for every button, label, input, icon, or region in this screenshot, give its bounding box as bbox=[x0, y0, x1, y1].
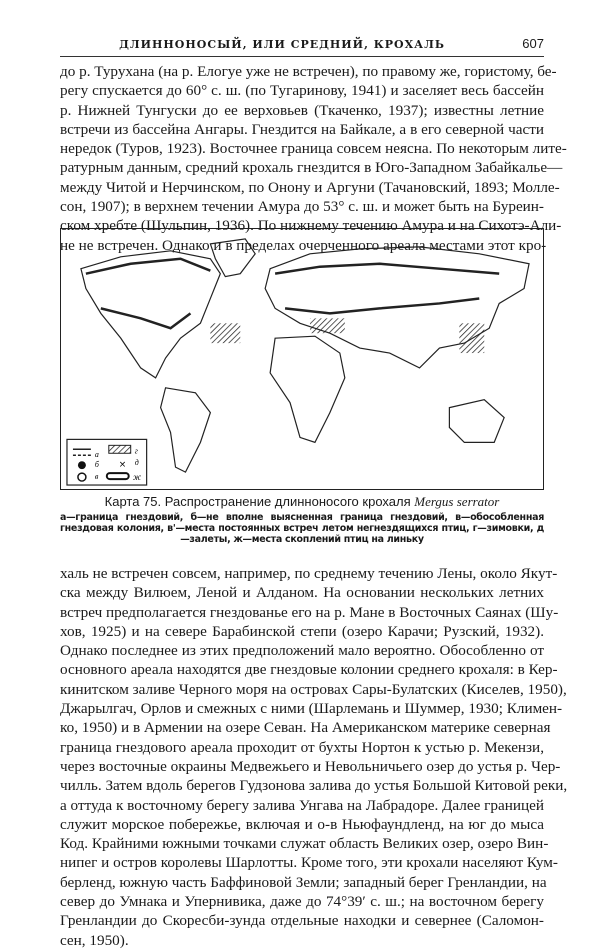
distribution-map bbox=[60, 228, 547, 490]
south-america-outline bbox=[161, 388, 211, 472]
text-line: р. Нижней Тунгуски до ее верховьев (Ткаченко, 1937); известны летние bbox=[60, 101, 544, 119]
text-line: чилль. Затем вдоль берегов Гудзонова залива до устья Большой Китовой реки, bbox=[60, 777, 568, 795]
text-line: до р. Турухана (на р. Елогуе уже не встречен), по правому же, гористому, бе- bbox=[60, 63, 557, 80]
text-line: встречи из бассейна Ангары. Гнездится на Байкале, а в его северной части bbox=[60, 120, 544, 138]
greenland-outline bbox=[210, 239, 255, 277]
running-title: ДЛИННОНОСЫЙ, ИЛИ СРЕДНИЙ, КРОХАЛЬ bbox=[119, 38, 445, 51]
legend-label-d: д bbox=[134, 458, 139, 468]
text-line: основного ареала находятся две гнездовые колонии среднего крохаля: в Кер- bbox=[60, 661, 558, 679]
page-number: 607 bbox=[522, 36, 544, 51]
text-line: ко, 1950) и в Армении на озере Севан. На Американском материке северная bbox=[60, 719, 551, 737]
text-line: кинитском заливе Черного моря на островах Сары-Булатских (Киселев, 1950), bbox=[60, 680, 567, 698]
map-legend bbox=[67, 439, 147, 485]
svg-text:×: × bbox=[118, 460, 127, 471]
text-line: а оттуда к восточному берегу залива Унгава на Лабрадоре. Далее границей bbox=[60, 796, 544, 814]
text-line: ском хребте (Шульпин, 1936). По нижнему течению Амура и на Сихотэ-Али- bbox=[60, 217, 562, 235]
paragraph-2 bbox=[60, 564, 568, 950]
text-line: сен, 1950). bbox=[60, 931, 129, 949]
caption-title: Карта 75. Распространение длинноносого крохаля bbox=[104, 494, 411, 509]
legend-label-b: б bbox=[94, 460, 99, 470]
text-line: берленд, южную часть Баффиновой Земли; западный берег Гренландии, на bbox=[60, 873, 547, 891]
caption-species: Mergus serrator bbox=[414, 494, 500, 509]
text-line: Джарылгач, Орлов и смежных с ними (Шарлемань и Шуммер, 1930; Климен- bbox=[60, 700, 563, 718]
map-caption bbox=[60, 494, 544, 545]
text-line: через восточные окраины Медвежьего и Невольничьего озер до устья р. Чер- bbox=[60, 757, 561, 775]
text-line: ска между Вилюем, Леной и Алданом. На основании нескольких летних bbox=[60, 584, 544, 602]
legend-label-g: г bbox=[134, 446, 138, 456]
text-line: нередок (Туров, 1923). Восточнее граница совсем неясна. По некоторым лите- bbox=[60, 140, 567, 158]
text-line: нипег и остров королевы Шарлотты. Кроме того, эти крохали населяют Кум- bbox=[60, 854, 558, 872]
paragraph-1 bbox=[60, 62, 567, 255]
text-line: Гренландии до Скоресби-зунда отдельные находки и севернее (Саломон- bbox=[60, 912, 544, 930]
text-line: регу спускается до 60° с. ш. (по Тугаринову, 1941) и заселяет весь бассейн bbox=[60, 82, 544, 100]
breeding-boundary-eurasia bbox=[275, 264, 499, 314]
text-line: не не встречен. Однако и в пределах очерченного ареала местами этот кро- bbox=[60, 236, 547, 254]
text-line: Однако последнее из этих предположений мало вероятно. Обособленно от bbox=[60, 642, 544, 660]
text-line: встреч предполагается гнездованье его на р. Мане в Восточных Саянах (Шу- bbox=[60, 603, 559, 621]
text-line: хов, 1925) и на севере Барабинской степи (озеро Карачи; Рузский, 1932). bbox=[60, 622, 544, 640]
wintering-area bbox=[459, 323, 484, 353]
text-line: между Читой и Нерчинском, по Онону и Аргуни (Тачановский, 1893; Моллe- bbox=[60, 178, 560, 196]
text-line: граница гнездового ареала проходит от бухты Нортон к устью р. Мекензи, bbox=[60, 738, 544, 756]
text-line: север до Умнака и Упернивика, даже до 74°39′ с. ш.; на восточном берегу bbox=[60, 893, 544, 911]
australia-outline bbox=[449, 400, 504, 443]
legend-label-v: в bbox=[94, 472, 99, 482]
text-line: сон, 1907); в верхнем течении Амура до 53° с. ш. и может быть на Буреин- bbox=[60, 198, 544, 216]
text-line: служит морское побережье, включая и о-в Ньюфаундленд, на юг до мыса bbox=[60, 815, 544, 833]
world-map-illustration bbox=[60, 229, 547, 489]
caption-legend: а—граница гнездовий, б—не вполне выясненная граница гнездовий, в—обособленная гнездовая колония, в'—места постоянных встреч летом негнездящихся птиц, г—зимовки, д—залеты, ж—места скоплений птиц на линьку bbox=[60, 512, 544, 545]
text-line: халь не встречен совсем, например, по среднему течению Лены, около Якут- bbox=[60, 565, 558, 582]
legend-label-zh: ж bbox=[132, 472, 142, 483]
text-line: ратурным данным, средний крохаль гнездится в Юго-Западном Забайкалье— bbox=[60, 159, 563, 177]
text-line: Код. Крайними южными точками служат область Великих озер, озеро Вин- bbox=[60, 835, 549, 853]
legend-label-a: а bbox=[94, 450, 99, 460]
africa-outline bbox=[270, 336, 345, 442]
colony-symbol bbox=[78, 461, 86, 469]
page-header bbox=[60, 34, 544, 57]
wintering-area bbox=[210, 323, 240, 343]
wintering-area bbox=[310, 318, 345, 333]
